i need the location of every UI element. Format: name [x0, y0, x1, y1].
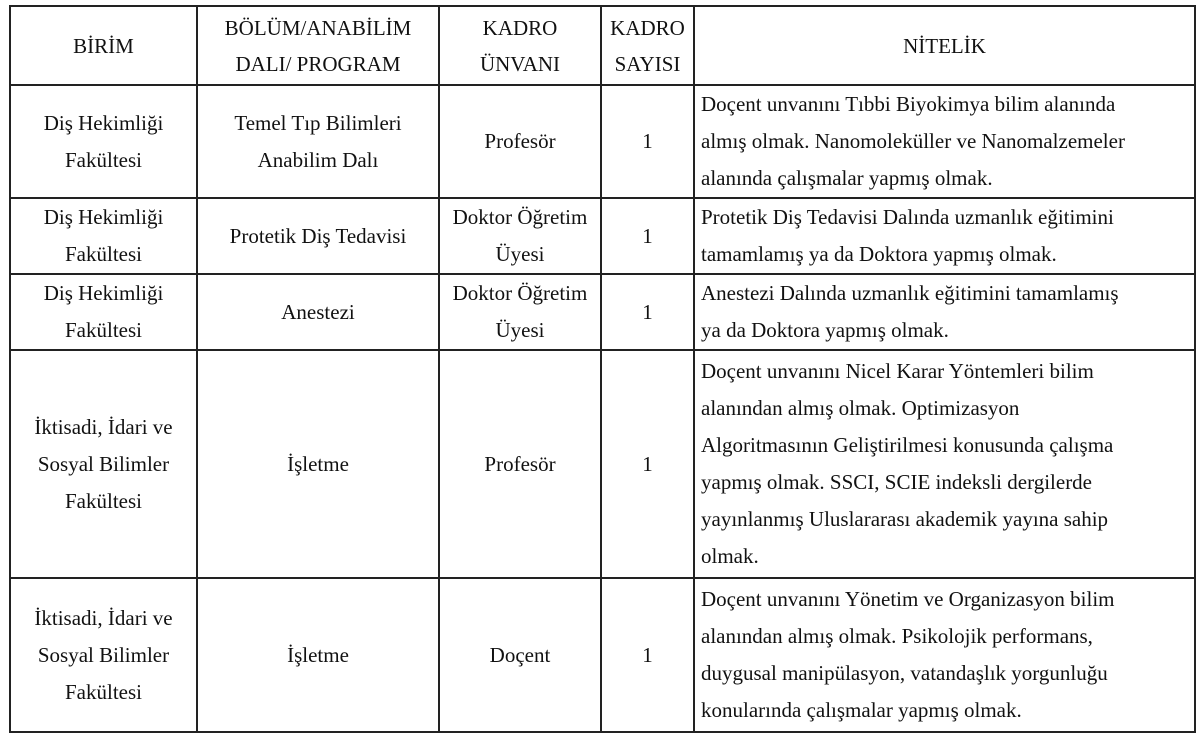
unvan-line: Doktor Öğretim — [452, 205, 588, 229]
cell-bolum — [197, 350, 439, 578]
cell-nitelik — [694, 274, 1195, 350]
bolum-line: Anestezi — [281, 299, 355, 324]
cell-bolum — [197, 578, 439, 732]
nitelik-line: Doçent unvanını Yönetim ve Organizasyon bilim — [701, 587, 1115, 611]
nitelik-line: alanından almış olmak. Optimizasyon — [701, 396, 1020, 420]
nitelik-line: almış olmak. Nanomoleküller ve Nanomalzemeler — [701, 129, 1125, 153]
cell-birim — [10, 578, 197, 732]
birim-line: Sosyal Bilimler — [37, 642, 170, 667]
cell-bolum — [197, 198, 439, 274]
cell-nitelik — [694, 198, 1195, 274]
unvan-line: Profesör — [484, 129, 556, 153]
header-kadro-unvani: KADRO ÜNVANI — [439, 6, 601, 85]
nitelik-line: alanından almış olmak. Psikolojik performans, — [701, 624, 1093, 648]
cell-unvan — [439, 350, 601, 578]
birim-line: Diş Hekimliği — [43, 205, 164, 229]
birim-line: Sosyal Bilimler — [37, 451, 170, 476]
unvan-line: Doktor Öğretim — [452, 281, 588, 305]
unvan-line: Profesör — [484, 451, 556, 476]
cell-unvan — [439, 85, 601, 198]
nitelik-line: alanında çalışmalar yapmış olmak. — [701, 166, 993, 190]
cell-birim — [10, 198, 197, 274]
cell-sayi: 1 — [601, 85, 694, 198]
nitelik-line: Anestezi Dalında uzmanlık eğitimini tamamlamış — [701, 281, 1119, 305]
unvan-line: Üyesi — [495, 318, 545, 342]
header-row — [10, 6, 1195, 85]
birim-line: Fakültesi — [65, 679, 142, 704]
cell-unvan — [439, 274, 601, 350]
header-nitelik: NİTELİK — [694, 6, 1195, 85]
table-row-4 — [10, 350, 1195, 578]
bolum-line: İşletme — [287, 642, 349, 667]
cell-nitelik — [694, 85, 1195, 198]
birim-line: Fakültesi — [65, 147, 142, 172]
header-birim: BİRİM — [10, 6, 197, 85]
header-bolum: BÖLÜM/ANABİLİM DALI/ PROGRAM — [197, 6, 439, 85]
table-row-5 — [10, 578, 1195, 732]
nitelik-line: duygusal manipülasyon, vatandaşlık yorgunluğu — [701, 661, 1108, 685]
nitelik-line: Doçent unvanını Nicel Karar Yöntemleri bilim — [701, 359, 1094, 383]
birim-line: Fakültesi — [65, 488, 142, 513]
table-row-3 — [10, 274, 1195, 350]
cell-sayi: 1 — [601, 274, 694, 350]
cell-birim — [10, 85, 197, 198]
nitelik-line: yapmış olmak. SSCI, SCIE indeksli dergilerde — [701, 470, 1093, 494]
cell-birim — [10, 274, 197, 350]
cell-sayi: 1 — [601, 198, 694, 274]
birim-line: Diş Hekimliği — [43, 110, 164, 135]
cell-sayi: 1 — [601, 350, 694, 578]
birim-line: İktisadi, İdari ve — [34, 414, 173, 439]
birim-line: Fakültesi — [65, 242, 142, 266]
bolum-line: İşletme — [287, 451, 349, 476]
nitelik-line: Algoritmasının Geliştirilmesi konusunda çalışma — [701, 433, 1114, 457]
nitelik-line: tamamlamış ya da Doktora yapmış olmak. — [701, 242, 1057, 266]
table-row-1 — [10, 85, 1195, 198]
bolum-line: Protetik Diş Tedavisi — [229, 223, 407, 248]
cell-bolum — [197, 274, 439, 350]
nitelik-line: Protetik Diş Tedavisi Dalında uzmanlık eğitimini — [701, 205, 1114, 229]
nitelik-line: ya da Doktora yapmış olmak. — [701, 318, 949, 342]
cell-bolum — [197, 85, 439, 198]
table-row-2 — [10, 198, 1195, 274]
cell-nitelik — [694, 578, 1195, 732]
header-kadro-sayisi: KADRO SAYISI — [601, 6, 694, 85]
nitelik-line: konularında çalışmalar yapmış olmak. — [701, 698, 1022, 722]
unvan-line: Doçent — [489, 642, 551, 667]
unvan-line: Üyesi — [495, 242, 545, 266]
cell-sayi: 1 — [601, 578, 694, 732]
birim-line: Diş Hekimliği — [43, 281, 164, 305]
bolum-line: Anabilim Dalı — [257, 147, 379, 172]
bolum-line: Temel Tıp Bilimleri — [234, 110, 402, 135]
nitelik-line: Doçent unvanını Tıbbi Biyokimya bilim alanında — [701, 92, 1116, 116]
cell-nitelik — [694, 350, 1195, 578]
cell-unvan — [439, 198, 601, 274]
cell-birim — [10, 350, 197, 578]
nitelik-line: olmak. — [701, 544, 759, 568]
kadro-table — [9, 5, 1196, 733]
birim-line: Fakültesi — [65, 318, 142, 342]
cell-unvan — [439, 578, 601, 732]
nitelik-line: yayınlanmış Uluslararası akademik yayına sahip — [701, 507, 1109, 531]
birim-line: İktisadi, İdari ve — [34, 605, 173, 630]
